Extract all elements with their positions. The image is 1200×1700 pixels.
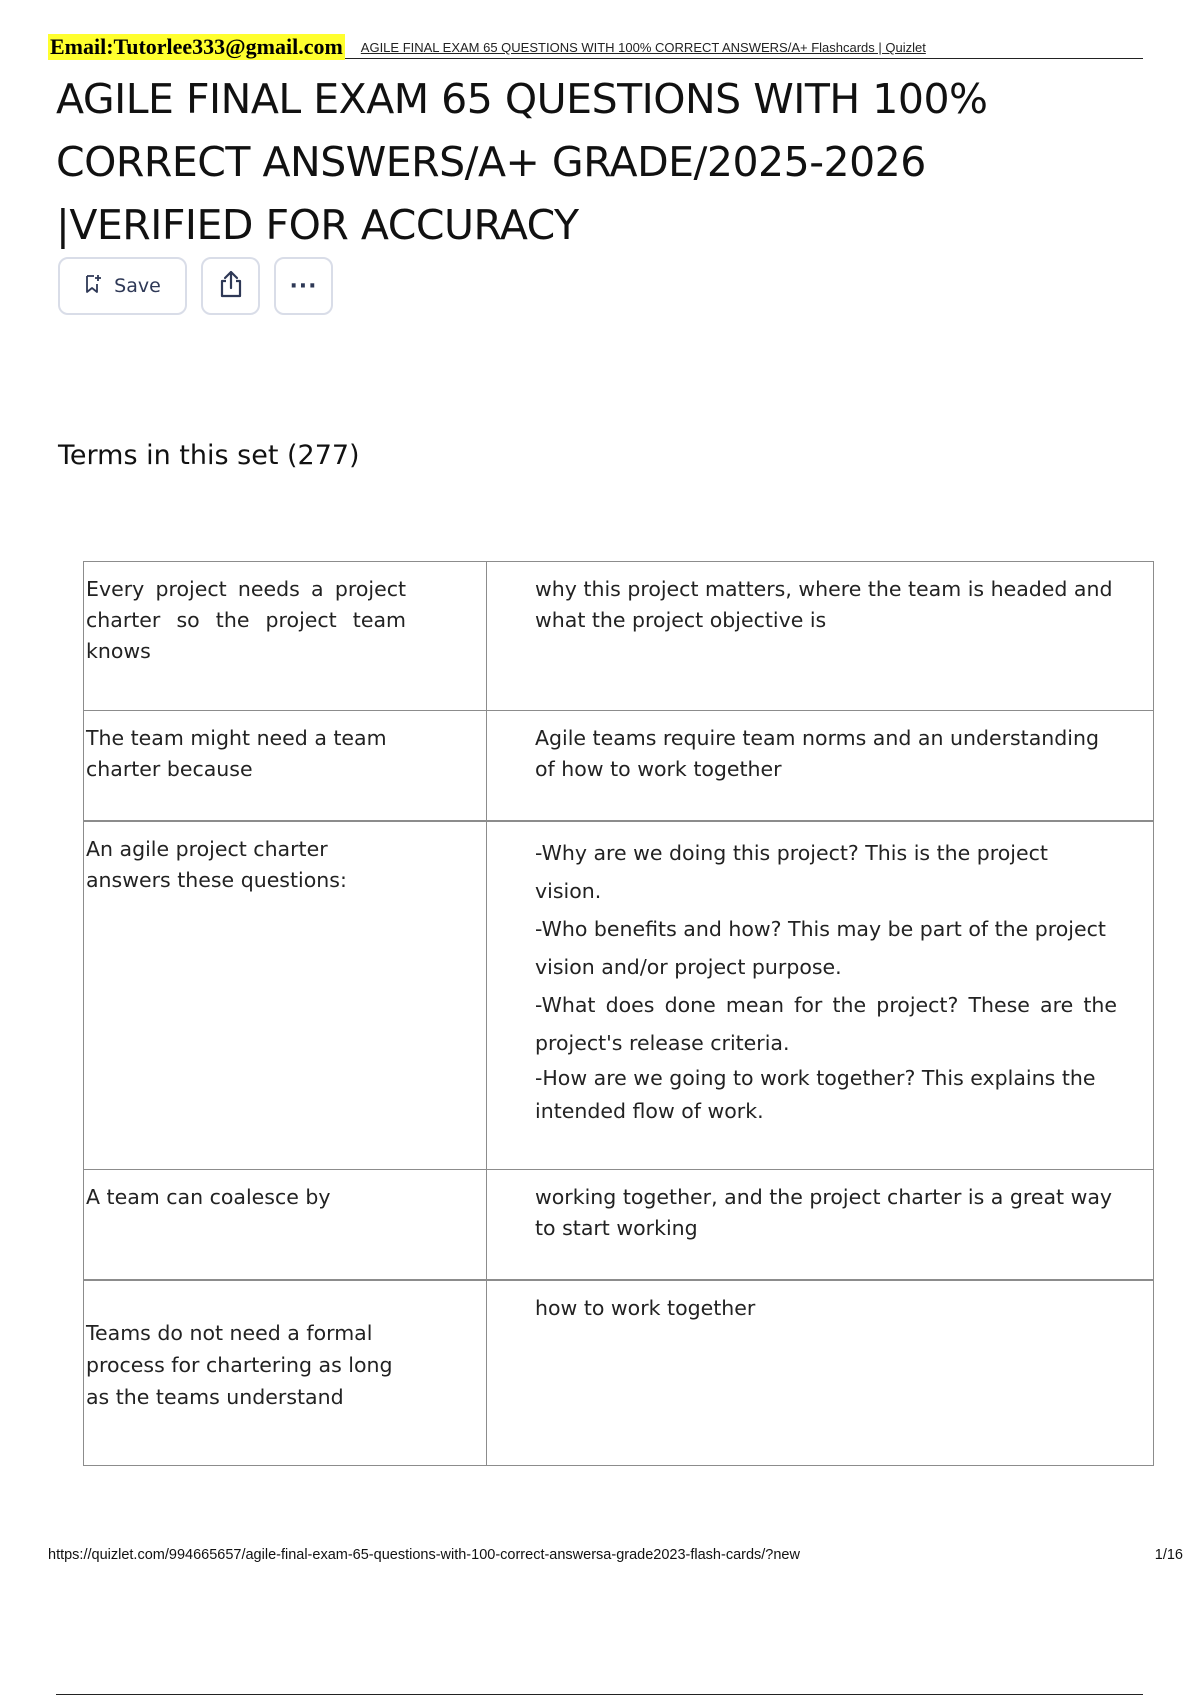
table-row xyxy=(84,1170,1154,1281)
term-cell: An agile project charter answers these questions: xyxy=(84,821,487,1170)
definition-cell xyxy=(487,1170,1154,1281)
footer-url: https://quizlet.com/994665657/agile-final-exam-65-questions-with-100-correct-answersa-grade2023-flash-cards/?new xyxy=(48,1547,800,1563)
term-cell xyxy=(84,1280,487,1466)
page-footer xyxy=(48,1547,1183,1563)
term-cell: Every project needs a project charter so the project team knows xyxy=(84,562,487,711)
term-text: Teams do not need a formal process for chartering as long as the teams understand xyxy=(86,1321,393,1409)
terms-table xyxy=(83,561,1154,1466)
save-button[interactable] xyxy=(58,257,187,315)
definition-cell xyxy=(487,711,1154,822)
page-title: AGILE FINAL EXAM 65 QUESTIONS WITH 100% CORRECT ANSWERS/A+ GRADE/2025-2026 |VERIFIED FOR ACCURACY xyxy=(56,75,988,249)
term-cell: A team can coalesce by xyxy=(84,1170,487,1281)
table-row xyxy=(84,711,1154,822)
definition-text: -Who benefits and how? This may be part of the project vision and/or project purpose. xyxy=(535,917,1106,979)
more-icon: ··· xyxy=(289,273,318,299)
contact-email: Email:Tutorlee333@gmail.com xyxy=(50,34,343,59)
term-cell: The team might need a team charter because xyxy=(84,711,487,822)
definition-cell xyxy=(487,821,1154,1170)
page-number: 1/16 xyxy=(1154,1547,1183,1563)
table-row xyxy=(84,1280,1154,1466)
definition-text: how to work together xyxy=(535,1296,756,1320)
table-row xyxy=(84,562,1154,711)
definition-text: working together, and the project charter is a great way to start working xyxy=(535,1185,1113,1240)
terms-heading: Terms in this set (277) xyxy=(58,440,360,471)
table-row xyxy=(84,821,1154,1170)
definition-cell xyxy=(487,562,1154,711)
more-options-button[interactable] xyxy=(274,257,333,315)
definition-text: -What does done mean for the project? These are the project's release criteria. xyxy=(535,993,1117,1055)
action-toolbar xyxy=(58,257,333,315)
save-label: Save xyxy=(114,275,161,297)
share-icon xyxy=(217,269,245,303)
share-button[interactable] xyxy=(201,257,260,315)
definition-text: why this project matters, where the team is headed and what the project objective is xyxy=(535,577,1113,632)
running-title: AGILE FINAL EXAM 65 QUESTIONS WITH 100% CORRECT ANSWERS/A+ Flashcards | Quizlet xyxy=(360,40,926,55)
definition-text: -How are we going to work together? This explains the intended flow of work. xyxy=(535,1066,1096,1123)
definition-text: Agile teams require team norms and an understanding of how to work together xyxy=(535,726,1099,781)
definition-text: -Why are we doing this project? This is the project vision. xyxy=(535,841,1048,903)
bottom-divider xyxy=(56,1694,1143,1695)
bookmark-plus-icon xyxy=(84,274,102,299)
definition-cell xyxy=(487,1280,1154,1466)
running-header xyxy=(48,34,1143,59)
